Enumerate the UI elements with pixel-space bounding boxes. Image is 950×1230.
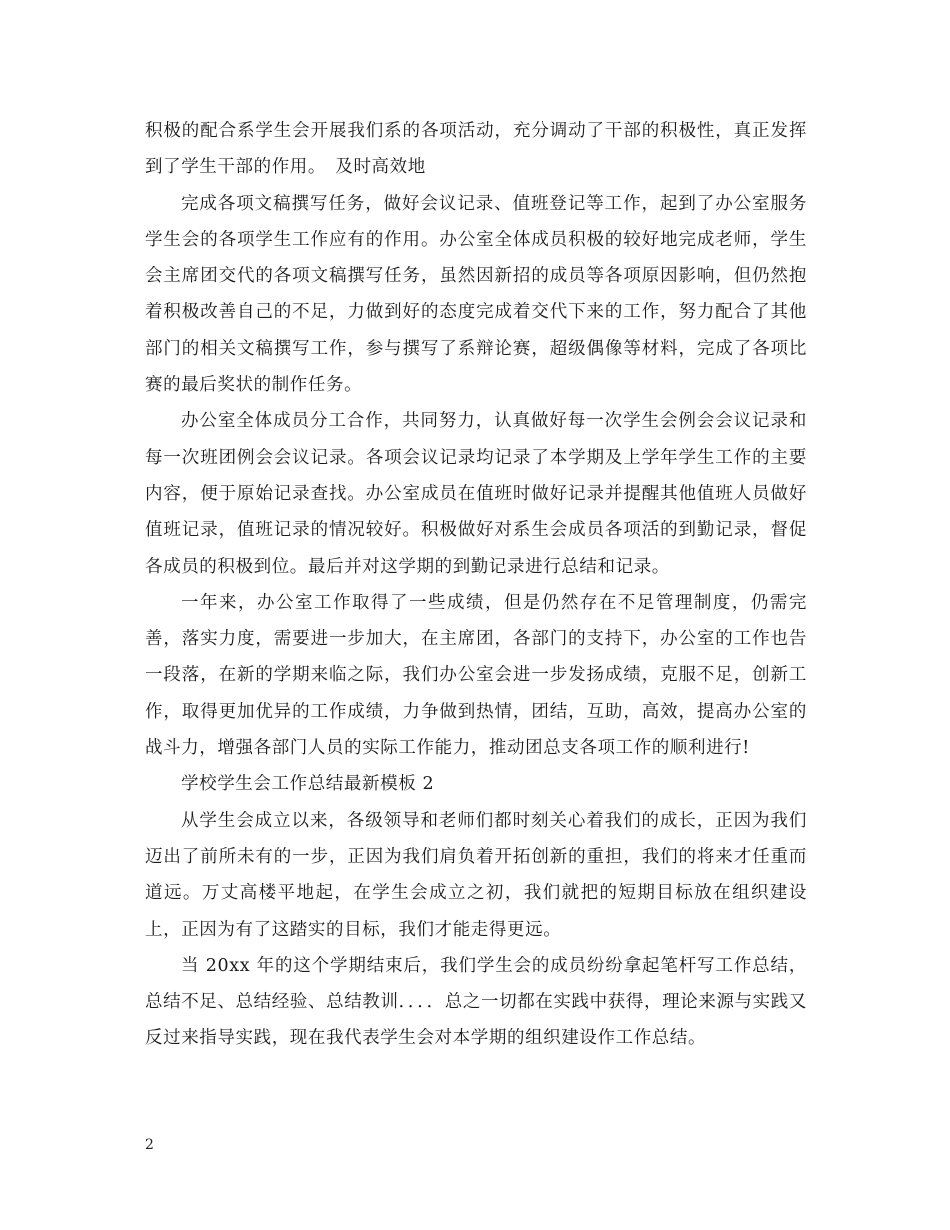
section-paragraph-2: 当 20xx 年的这个学期结束后，我们学生会的成员纷纷拿起笔杆写工作总结，总结不足、总结经验、总结教训．．．．总之一切都在实践中获得，理论来源与实践又反过来指导实践，现在我代表学生会对本学期的组织建设作工作总结。 [145, 955, 807, 1049]
paragraph-3: 办公室全体成员分工合作，共同努力，认真做好每一次学生会例会会议记录和每一次班团例会会议记录。各项会议记录均记录了本学期及上学年学生工作的主要内容，便于原始记录查找。办公室成员在值班时做好记录并提醒其他值班人员做好值班记录，值班记录的情况较好。积极做好对系生会成员各项活的到勤记录，督促各成员的积极到位。最后并对这学期的到勤记录进行总结和记录。 [145, 411, 807, 577]
paragraph-1: 积极的配合系学生会开展我们系的各项活动，充分调动了干部的积极性，真正发挥到了学生干部的作用。 及时高效地 [145, 121, 807, 178]
section-heading: 学校学生会工作总结最新模板 2 [181, 774, 435, 795]
paragraph-2: 完成各项文稿撰写任务，做好会议记录、值班登记等工作，起到了办公室服务学生会的各项学生工作应有的作用。办公室全体成员积极的较好地完成老师，学生会主席团交代的各项文稿撰写任务，虽然因新招的成员等各项原因影响，但仍然抱着积极改善自己的不足，力做到好的态度完成着交代下来的工作，努力配合了其他部门的相关文稿撰写工作，参与撰写了系辩论赛，超级偶像等材料，完成了各项比赛的最后奖状的制作任务。 [145, 193, 807, 396]
paragraph-4: 一年来，办公室工作取得了一些成绩，但是仍然存在不足管理制度，仍需完善，落实力度，需要进一步加大，在主席团，各部门的支持下，办公室的工作也告一段落，在新的学期来临之际，我们办公室会进一步发扬成绩，克服不足，创新工作，取得更加优异的工作成绩，力争做到热情，团结，互助，高效，提高办公室的战斗力，增强各部门人员的实际工作能力，推动团总支各项工作的顺利进行! [145, 592, 807, 759]
page-number: 2 [145, 1137, 154, 1153]
document-body [145, 113, 807, 1057]
section-paragraph-1: 从学生会成立以来，各级领导和老师们都时刻关心着我们的成长，正因为我们迈出了前所未有的一步，正因为我们肩负着开拓创新的重担，我们的将来才任重而道远。万丈高楼平地起，在学生会成立之初，我们就把的短期目标放在组织建设上，正因为有了这踏实的目标，我们才能走得更远。 [145, 810, 807, 940]
